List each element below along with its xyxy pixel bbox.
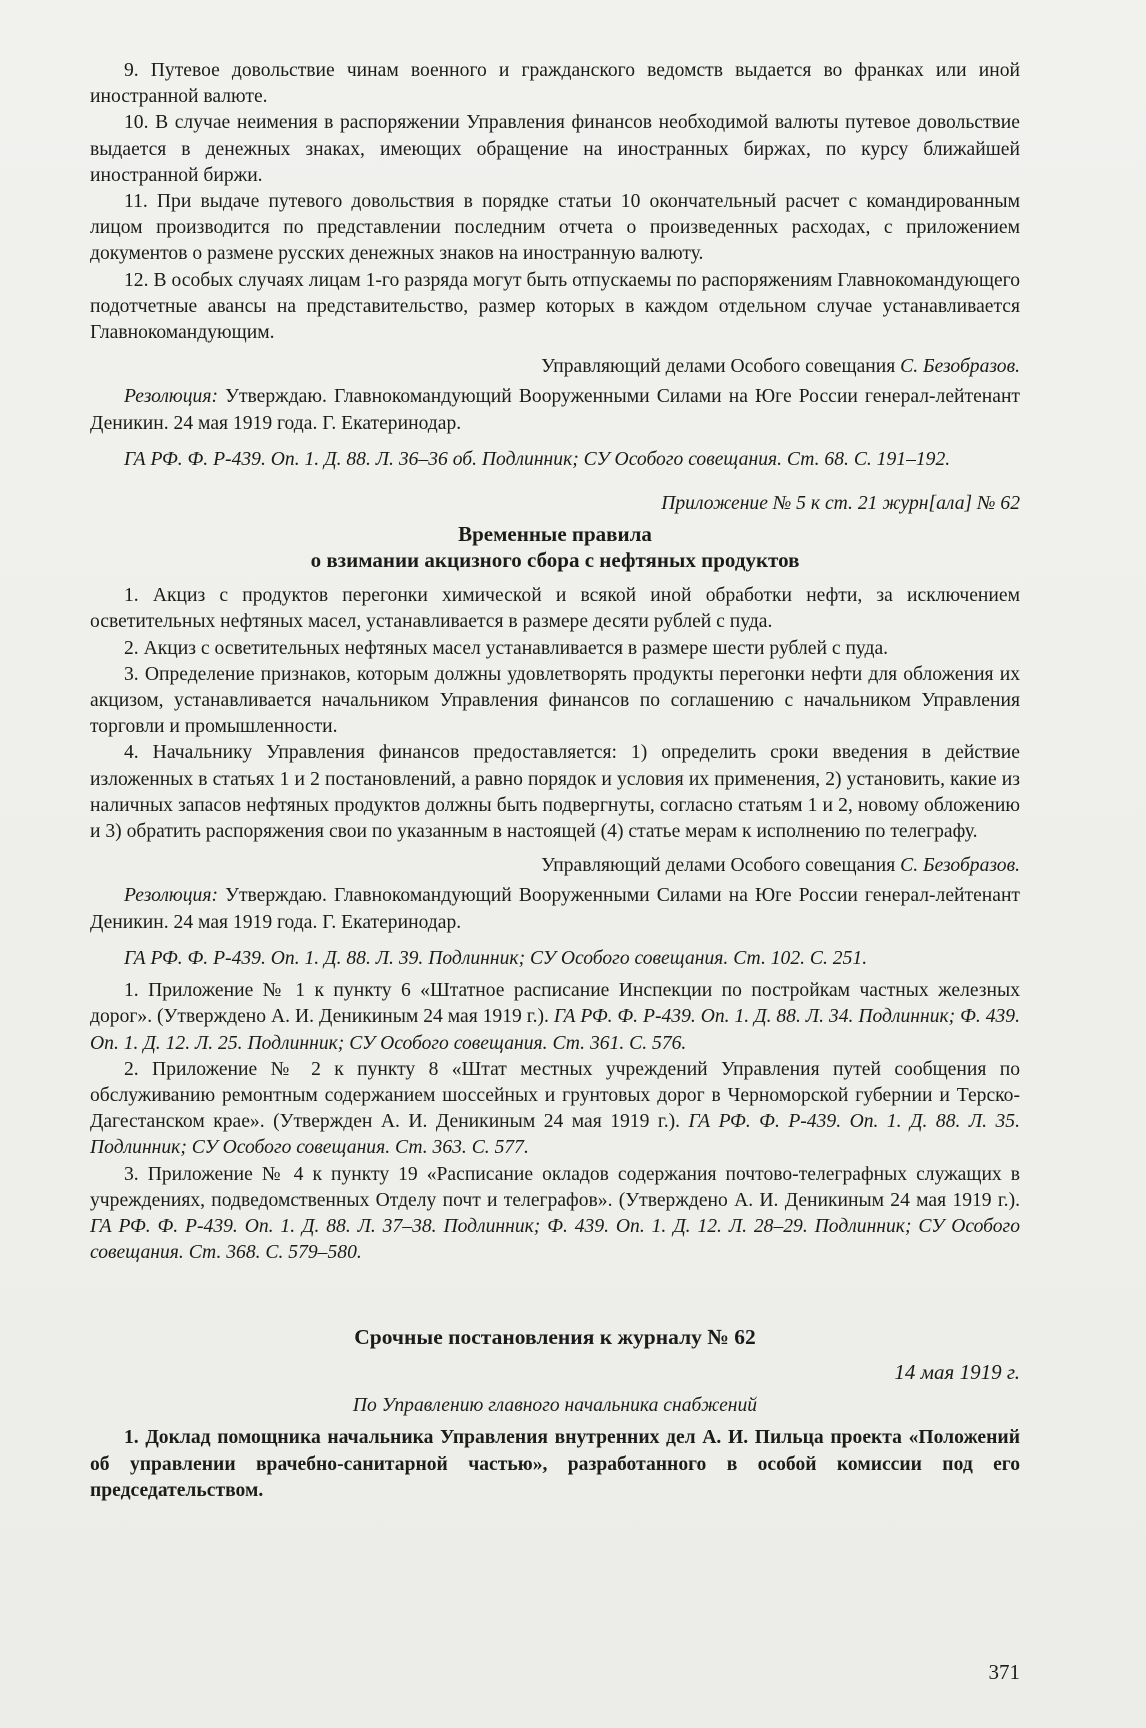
rules-subtitle: о взимании акцизного сбора с нефтяных продуктов <box>310 548 800 573</box>
resolution-label: Резолюция: <box>124 386 218 408</box>
article-1: 1. Акциз с продуктов перегонки химической и всякой иной обработки нефти, за исключением осветительных нефтяных масел, устанавливается в размере десяти рублей с пуда. <box>90 585 1020 633</box>
note-reference: ГА РФ. Ф. Р-439. Оп. 1. Д. 88. Л. 37–38. Подлинник; Ф. 439. Оп. 1. Д. 12. Л. 28–29. Подлинник; СУ Особого совещания. Ст. 368. С. 579–580. <box>90 1215 1020 1264</box>
signature-name: С. Безобразов. <box>900 855 1020 877</box>
item-1: 1. Доклад помощника начальника Управления внутренних дел А. И. Пильца проекта «Положений об управлении врачебно-санитарной частью», разработанного в особой комиссии под его председательством. <box>90 1427 1020 1501</box>
resolution-1: Резолюция: Утверждаю. Главнокомандующий Вооруженными Силами на Юге России генерал-лейтенант Деникин. 24 мая 1919 года. Г. Екатеринодар. <box>90 386 1020 434</box>
article-3: 3. Определение признаков, которым должны удовлетворять продукты перегонки нефти для обложения их акцизом, устанавливается начальником Управления финансов по соглашению с начальником Управления торговли и промышленности. <box>90 663 1020 738</box>
section-subtitle: По Управлению главного начальника снабжений <box>352 1395 758 1417</box>
article-4: 4. Начальнику Управления финансов предоставляется: 1) определить сроки введения в действие изложенных в статьях 1 и 2 постановлений, а равно порядок и условия их применения, 2) установить, какие из наличных запасов нефтяных продуктов должны быть подвергнуты, согласно статьям 1 и 2, новому обложению и 3) обратить распоряжения свои по указанным в настоящей (4) статье мерам к исполнению по телеграфу. <box>90 742 1020 843</box>
paragraph-10: 10. В случае неимения в распоряжении Управления финансов необходимой валюты путевое довольствие выдается в денежных знаках, имеющих обращение на иностранных биржах, по курсу ближайшей иностранной биржи. <box>90 112 1020 186</box>
paragraph-11: 11. При выдаче путевого довольствия в порядке статьи 10 окончательный расчет с командированным лицом производится по представлении последним отчета о произведенных расходах, с приложением документов о размене русских денежных знаков на иностранную валюту. <box>90 191 1020 265</box>
section-date: 14 мая 1919 г. <box>894 1360 1020 1385</box>
rules-title: Временные правила <box>458 522 652 547</box>
resolution-label: Резолюция: <box>124 885 218 907</box>
signature-1: Управляющий делами Особого совещания С. Безобразов. <box>541 356 1020 378</box>
note-1: 1. Приложение № 1 к пункту 6 «Штатное расписание Инспекции по постройкам частных железных дорог». (Утверждено А. И. Деникиным 24 мая 1919 г.). ГА РФ. Ф. Р-439. Оп. 1. Д. 88. Л. 34. Подлинник; Ф. 439. Оп. 1. Д. 12. Л. 25. Подлинник; СУ Особого совещания. Ст. 361. С. 576. <box>90 980 1020 1054</box>
archive-source-1: ГА РФ. Ф. Р-439. Оп. 1. Д. 88. Л. 36–36 об. Подлинник; СУ Особого совещания. Ст. 68. С. 191–192. <box>124 448 951 470</box>
note-reference: ГА РФ. Ф. Р-439. Оп. 1. Д. 88. Л. 35. Подлинник; СУ Особого совещания. Ст. 363. С. 577. <box>90 1111 1020 1159</box>
paragraph-12: 12. В особых случаях лицам 1-го разряда могут быть отпускаемы по распоряжениям Главнокомандующего подотчетные авансы на представительство, размер которых в каждом отдельном случае устанавливается Главнокомандующим. <box>90 269 1020 344</box>
resolution-2: Резолюция: Утверждаю. Главнокомандующий Вооруженными Силами на Юге России генерал-лейтенант Деникин. 24 мая 1919 года. Г. Екатеринодар. <box>90 885 1020 933</box>
note-reference: ГА РФ. Ф. Р-439. Оп. 1. Д. 88. Л. 34. Подлинник; Ф. 439. Оп. 1. Д. 12. Л. 25. Подлинник; СУ Особого совещания. Ст. 361. С. 576. <box>90 1006 1020 1054</box>
section-title: Срочные постановления к журналу № 62 <box>354 1325 756 1350</box>
paragraph-9: 9. Путевое довольствие чинам военного и гражданского ведомств выдается во франках или иной иностранной валюте. <box>90 60 1020 108</box>
note-3: 3. Приложение № 4 к пункту 19 «Расписание окладов содержания почтово-телеграфных служащих в учреждениях, подведомственных Отделу почт и телеграфов». (Утверждено А. И. Деникиным 24 мая 1919 г.). ГА РФ. Ф. Р-439. Оп. 1. Д. 88. Л. 37–38. Подлинник; Ф. 439. Оп. 1. Д. 12. Л. 28–29. Подлинник; СУ Особого совещания. Ст. 368. С. 579–580. <box>90 1163 1020 1264</box>
signature-name: С. Безобразов. <box>900 356 1020 378</box>
archive-source-2: ГА РФ. Ф. Р-439. Оп. 1. Д. 88. Л. 39. Подлинник; СУ Особого совещания. Ст. 102. С. 251. <box>124 947 868 969</box>
appendix-label: Приложение № 5 к ст. 21 журн[ала] № 62 <box>661 493 1020 515</box>
page-number: 371 <box>988 1660 1020 1684</box>
article-2: 2. Акциз с осветительных нефтяных масел устанавливается в размере шести рублей с пуда. <box>124 637 889 659</box>
signature-2: Управляющий делами Особого совещания С. Безобразов. <box>541 855 1020 877</box>
note-2: 2. Приложение № 2 к пункту 8 «Штат местных учреждений Управления путей сообщения по обслуживанию ремонтным содержанием шоссейных и грунтовых дорог в Черноморской губернии и Терско-Дагестанском крае». (Утвержден А. И. Деникиным 24 мая 1919 г.). ГА РФ. Ф. Р-439. Оп. 1. Д. 88. Л. 35. Подлинник; СУ Особого совещания. Ст. 363. С. 577. <box>90 1058 1020 1159</box>
